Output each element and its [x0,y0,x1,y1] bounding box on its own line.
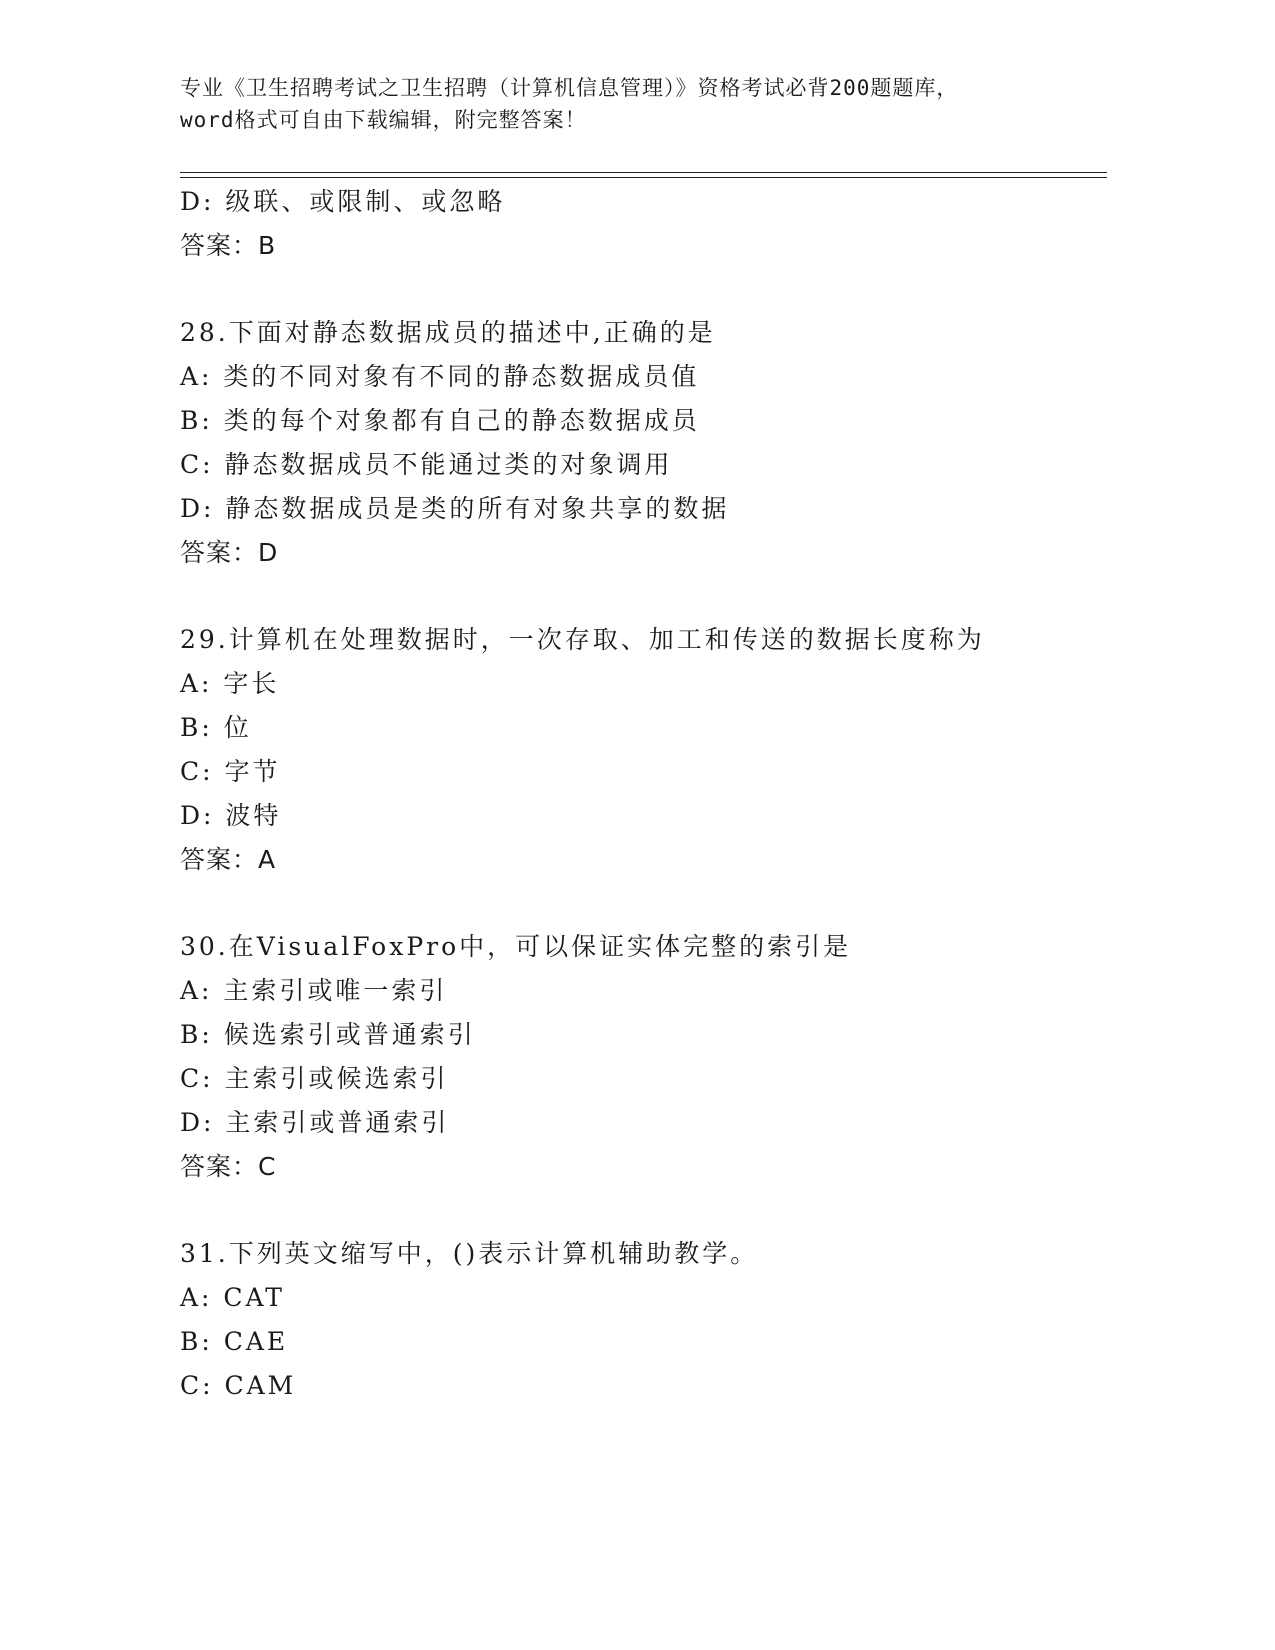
option-d: D: 级联、或限制、或忽略 [180,187,506,216]
option-a: A: CAT [180,1283,285,1312]
option-b: B: 类的每个对象都有自己的静态数据成员 [180,406,700,435]
option-c: C: 静态数据成员不能通过类的对象调用 [180,450,673,479]
question-30 [180,925,1120,1189]
answer-line: 答案：C [180,1152,277,1181]
header-line-2: word格式可自由下载编辑，附完整答案！ [180,108,587,132]
header-line-1: 专业《卫生招聘考试之卫生招聘（计算机信息管理）》资格考试必背200题题库， [180,76,959,100]
option-b: B: CAE [180,1327,289,1356]
option-a: A: 主索引或唯一索引 [180,976,448,1005]
option-a: A: 类的不同对象有不同的静态数据成员值 [180,362,700,391]
option-b: B: 位 [180,713,252,742]
answer-line: 答案：D [180,538,279,567]
option-d: D: 波特 [180,801,282,830]
question-27-fragment [180,180,1120,268]
spacer [180,268,1120,311]
question-list [180,180,1120,1408]
question-stem: 28.下面对静态数据成员的描述中,正确的是 [180,318,716,347]
header-divider-bottom [180,177,1107,178]
answer-line: 答案：A [180,845,277,874]
answer-line: 答案：B [180,231,277,260]
question-stem: 30.在VisualFoxPro中，可以保证实体完整的索引是 [180,932,852,961]
header-divider-top [180,172,1107,173]
option-c: C: 字节 [180,757,281,786]
spacer [180,1189,1120,1232]
question-29 [180,618,1120,882]
document-header [180,72,1080,136]
option-d: D: 主索引或普通索引 [180,1108,450,1137]
spacer [180,882,1120,925]
option-a: A: 字长 [180,669,280,698]
spacer [180,575,1120,618]
option-d: D: 静态数据成员是类的所有对象共享的数据 [180,494,730,523]
question-28 [180,311,1120,575]
question-31 [180,1232,1120,1408]
option-c: C: CAM [180,1371,297,1400]
option-c: C: 主索引或候选索引 [180,1064,449,1093]
question-stem: 29.计算机在处理数据时，一次存取、加工和传送的数据长度称为 [180,625,985,654]
option-b: B: 候选索引或普通索引 [180,1020,476,1049]
question-stem: 31.下列英文缩写中，()表示计算机辅助教学。 [180,1239,759,1268]
